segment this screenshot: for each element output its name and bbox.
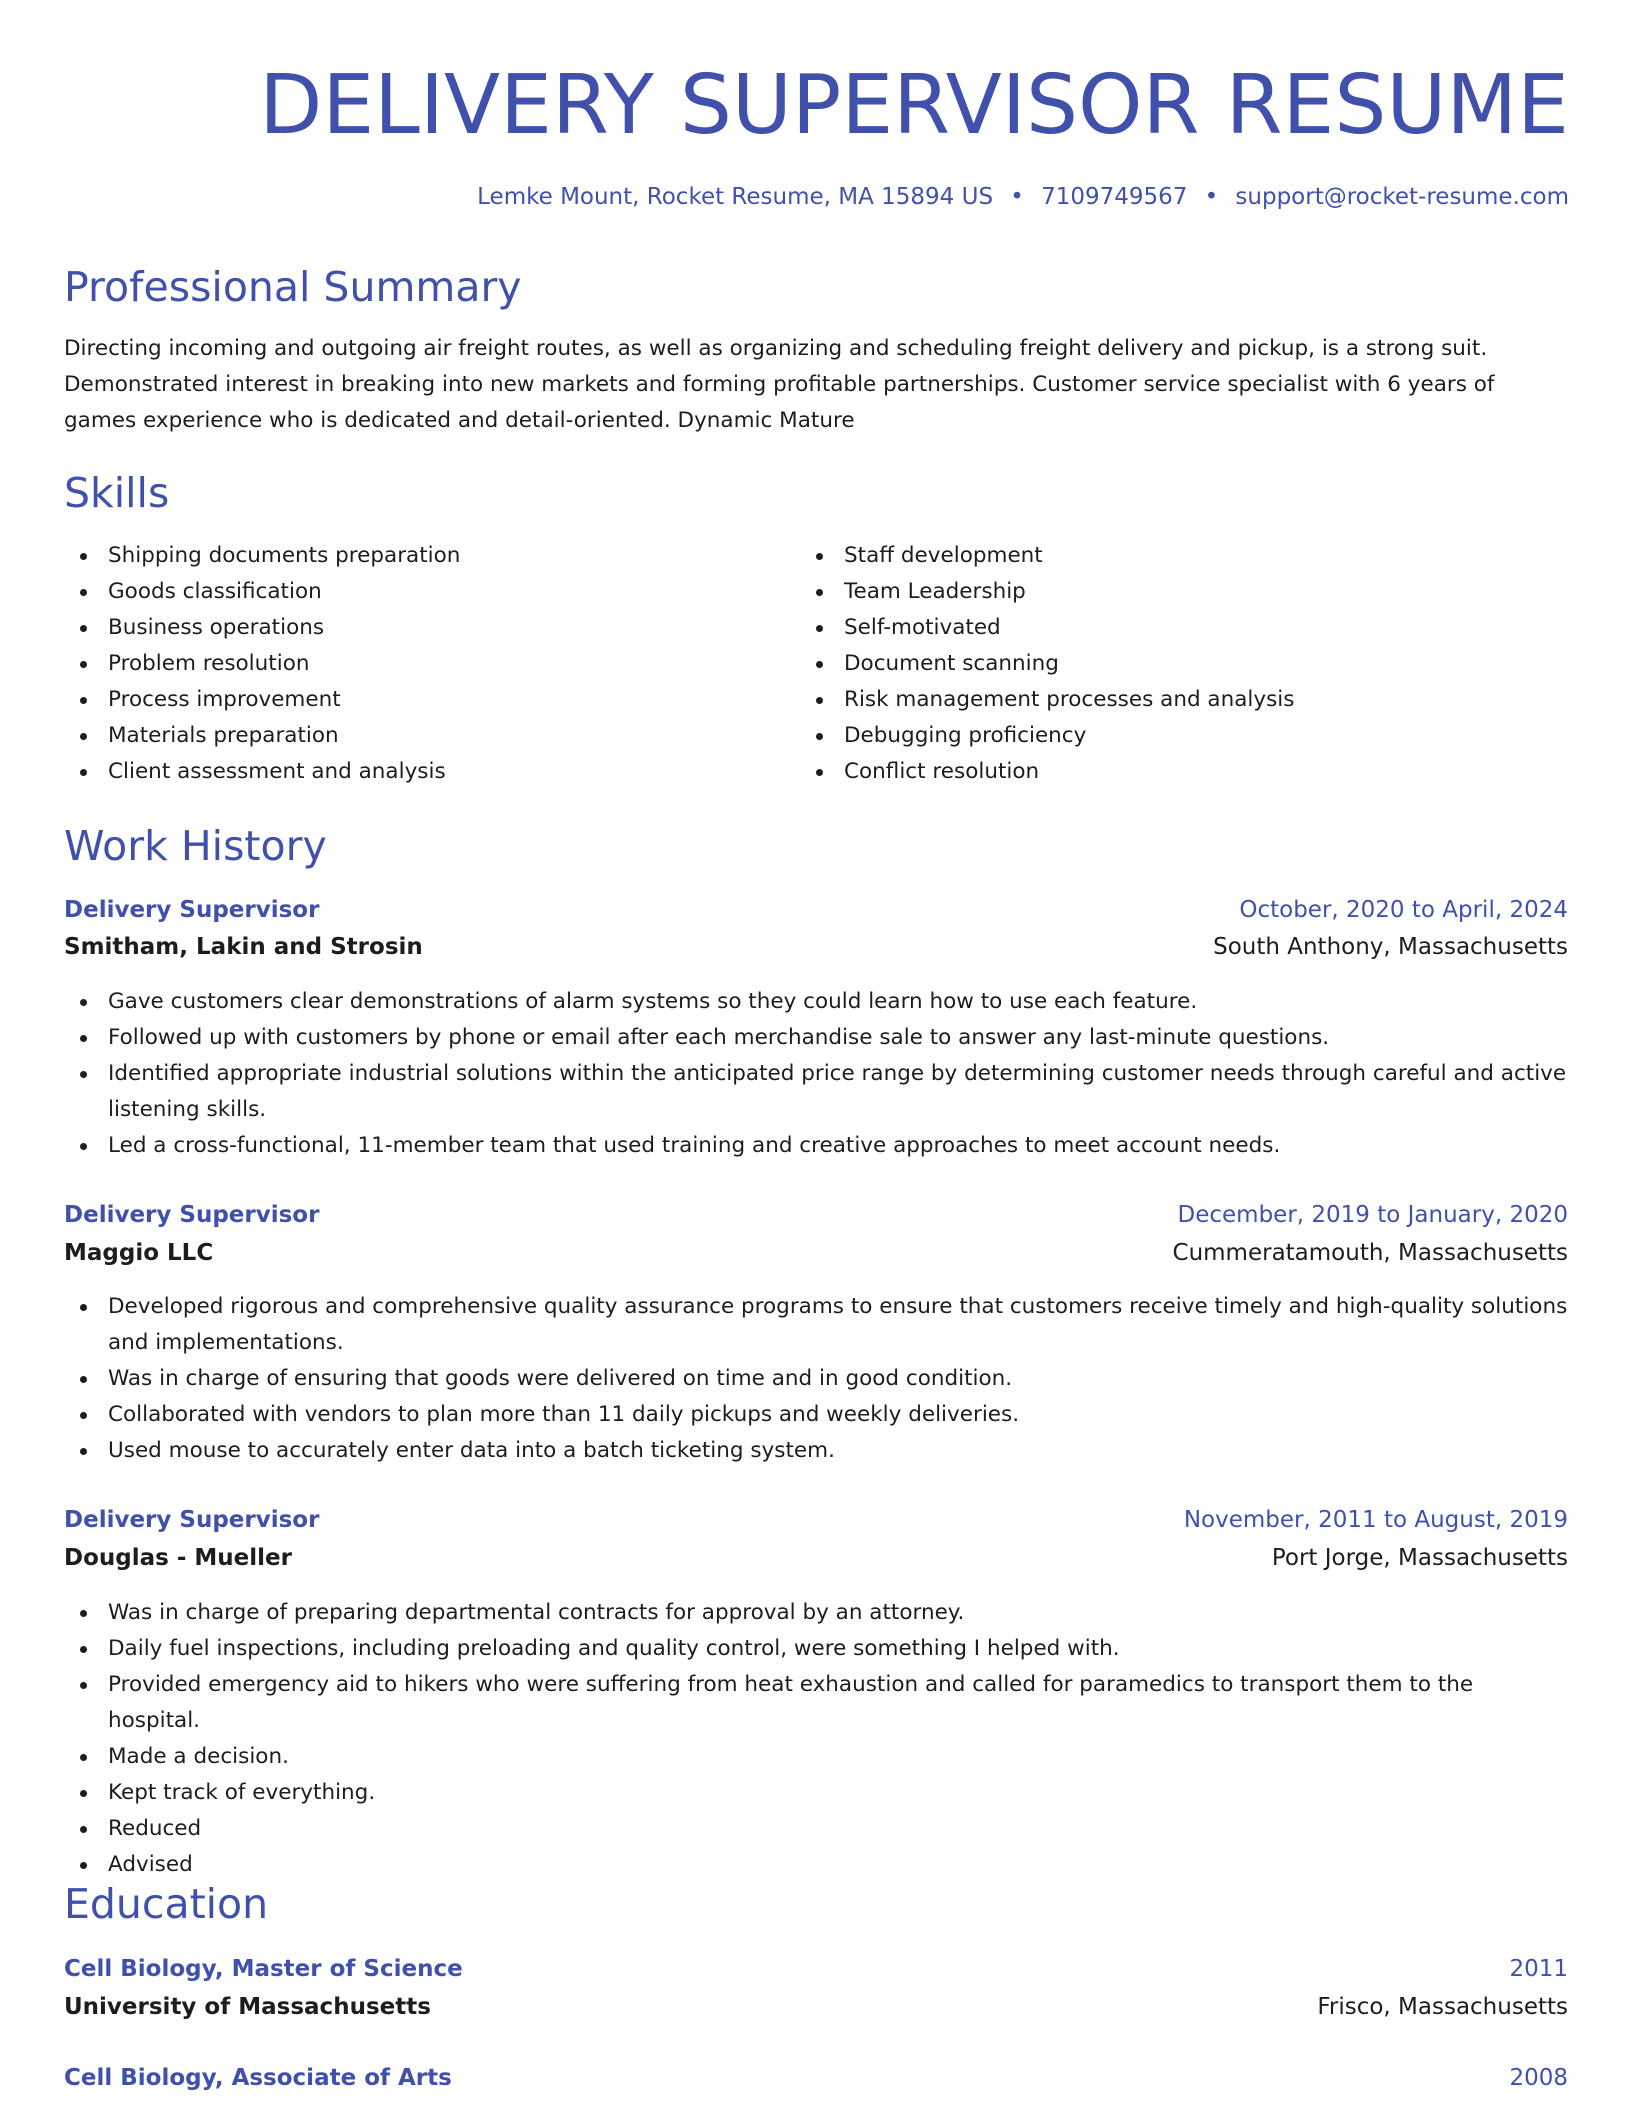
- contact-line: [477, 181, 1569, 213]
- job-company-row: [64, 1236, 1568, 1270]
- list-item: Gave customers clear demonstrations of alarm systems so they could learn how to use each feature.: [64, 984, 1568, 1020]
- contact-separator: •: [1010, 184, 1024, 210]
- list-item: Kept track of everything.: [64, 1775, 1568, 1811]
- job-location: Cummeratamouth, Massachusetts: [1172, 1240, 1568, 1266]
- list-item: Provided emergency aid to hikers who were suffering from heat exhaustion and called for paramedics to transport them to the hospital.: [64, 1667, 1568, 1739]
- list-item: Business operations: [64, 610, 460, 646]
- list-item: Process improvement: [64, 682, 460, 718]
- list-item: Materials preparation: [64, 718, 460, 754]
- job-bullets: [64, 1289, 1568, 1469]
- contact-address: Lemke Mount, Rocket Resume, MA 15894 US: [477, 184, 994, 210]
- job-dates: November, 2011 to August, 2019: [1183, 1507, 1568, 1533]
- list-item: Document scanning: [800, 646, 1294, 682]
- list-item: Developed rigorous and comprehensive quality assurance programs to ensure that customers receive timely and high-quality solutions and implementations.: [64, 1289, 1568, 1361]
- list-item: Reduced: [64, 1811, 1568, 1847]
- job-title-row: [64, 1503, 1568, 1537]
- list-item: Debugging proficiency: [800, 718, 1294, 754]
- education-degree-row: [64, 2061, 1568, 2095]
- list-item: Was in charge of ensuring that goods were delivered on time and in good condition.: [64, 1361, 1568, 1397]
- list-item: Shipping documents preparation: [64, 538, 460, 574]
- list-item: Problem resolution: [64, 646, 460, 682]
- list-item: Staff development: [800, 538, 1294, 574]
- education-heading: Education: [64, 1880, 269, 1928]
- education-year: 2008: [1509, 2065, 1568, 2091]
- job-title: Delivery Supervisor: [64, 1202, 320, 1228]
- resume-title: DELIVERY SUPERVISOR RESUME: [259, 58, 1569, 153]
- job-title: Delivery Supervisor: [64, 1507, 320, 1533]
- job-title-row: [64, 893, 1568, 927]
- list-item: Led a cross-functional, 11-member team that used training and creative approaches to meet account needs.: [64, 1128, 1568, 1164]
- education-degree-row: [64, 1952, 1568, 1986]
- list-item: Used mouse to accurately enter data into a batch ticketing system.: [64, 1433, 1568, 1469]
- job-company: Douglas - Mueller: [64, 1545, 292, 1571]
- skills-list-left: [64, 538, 460, 790]
- list-item: Daily fuel inspections, including preloading and quality control, were something I helped with.: [64, 1631, 1568, 1667]
- list-item: Client assessment and analysis: [64, 754, 460, 790]
- summary-text: Directing incoming and outgoing air freight routes, as well as organizing and scheduling freight delivery and pickup, is a strong suit. Demonstrated interest in breaking into new markets and forming profitable partnerships. Customer service specialist with 6 years of games experience who is dedicated and detail-oriented. Dynamic Mature: [64, 336, 1495, 433]
- work-history-heading: Work History: [64, 822, 327, 870]
- job-bullets: [64, 1595, 1568, 1883]
- list-item: Was in charge of preparing departmental contracts for approval by an attorney.: [64, 1595, 1568, 1631]
- list-item: Goods classification: [64, 574, 460, 610]
- contact-separator: •: [1204, 184, 1219, 210]
- list-item: Conflict resolution: [800, 754, 1294, 790]
- job-bullets: [64, 984, 1568, 1164]
- education-school: University of Massachusetts: [64, 1994, 431, 2020]
- education-degree: Cell Biology, Master of Science: [64, 1956, 463, 1982]
- job-company: Smitham, Lakin and Strosin: [64, 934, 423, 960]
- list-item: Followed up with customers by phone or email after each merchandise sale to answer any last-minute questions.: [64, 1020, 1568, 1056]
- job-dates: December, 2019 to January, 2020: [1177, 1202, 1568, 1228]
- job-title-row: [64, 1198, 1568, 1232]
- skills-list-right: [800, 538, 1294, 790]
- education-degree: Cell Biology, Associate of Arts: [64, 2065, 452, 2091]
- list-item: Self-motivated: [800, 610, 1294, 646]
- list-item: Team Leadership: [800, 574, 1294, 610]
- list-item: Made a decision.: [64, 1739, 1568, 1775]
- job-title: Delivery Supervisor: [64, 897, 320, 923]
- list-item: Collaborated with vendors to plan more than 11 daily pickups and weekly deliveries.: [64, 1397, 1568, 1433]
- job-company-row: [64, 930, 1568, 964]
- education-school-row: [64, 1990, 1568, 2024]
- skills-heading: Skills: [64, 469, 170, 517]
- job-company: Maggio LLC: [64, 1240, 214, 1266]
- list-item: Advised: [64, 1847, 1568, 1883]
- job-company-row: [64, 1541, 1568, 1575]
- summary-heading: Professional Summary: [64, 263, 522, 311]
- list-item: Identified appropriate industrial solutions within the anticipated price range by determining customer needs through careful and active listening skills.: [64, 1056, 1568, 1128]
- contact-phone[interactable]: 7109749567: [1041, 184, 1188, 210]
- education-year: 2011: [1509, 1956, 1568, 1982]
- contact-email[interactable]: support@rocket-resume.com: [1235, 184, 1569, 210]
- job-location: South Anthony, Massachusetts: [1213, 934, 1568, 960]
- list-item: Risk management processes and analysis: [800, 682, 1294, 718]
- job-dates: October, 2020 to April, 2024: [1239, 897, 1568, 923]
- job-location: Port Jorge, Massachusetts: [1271, 1545, 1568, 1571]
- education-location: Frisco, Massachusetts: [1317, 1994, 1568, 2020]
